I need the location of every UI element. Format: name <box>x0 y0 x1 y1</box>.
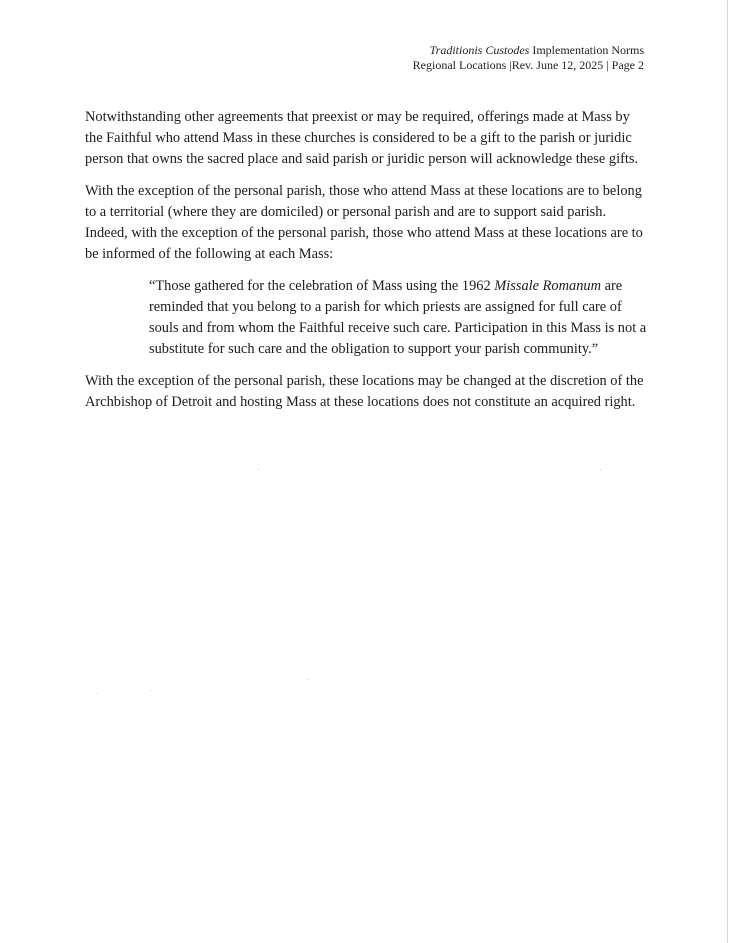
document-body <box>85 107 650 424</box>
header-title-italic: Traditionis Custodes <box>429 43 530 57</box>
scan-speck <box>97 693 98 694</box>
scan-speck <box>307 679 308 680</box>
scan-speck <box>600 469 601 470</box>
paragraph-location-changes: With the exception of the personal parish, these locations may be changed at the discretion of the Archbishop of Detroit and hosting Mass at these locations does not constitute an acquired right. <box>85 373 644 410</box>
header-title-rest: Implementation Norms <box>529 43 644 57</box>
block-quote <box>149 276 650 360</box>
quote-start: “Those gathered for the celebration of Mass using the 1962 <box>149 278 495 294</box>
quote-end: are reminded that you belong to a parish for which priests are assigned for full care of souls and from whom the Faithful receive such care. Participation in this Mass is not a substitute for such care and the obligation to support your parish community.” <box>149 278 647 357</box>
page-edge-line <box>727 0 728 943</box>
scan-speck <box>150 690 151 691</box>
header-revision: Regional Locations |Rev. June 12, 2025 | Page 2 <box>412 58 644 72</box>
scan-speck <box>258 469 259 470</box>
paragraph-offerings: Notwithstanding other agreements that preexist or may be required, offerings made at Mass by the Faithful who attend Mass in these churches is considered to be a gift to the parish or juridic person that owns the sacred place and said parish or juridic person will acknowledge these gifts. <box>85 109 639 167</box>
paragraph-parish-membership: With the exception of the personal parish, those who attend Mass at these locations are to belong to a territorial (where they are domiciled) or personal parish and are to support said parish. Indeed, with the exception of the personal parish, those who attend Mass at these locations are to be informed of the following at each Mass: <box>85 183 643 262</box>
quote-italic-title: Missale Romanum <box>494 278 602 294</box>
page-header <box>413 43 644 73</box>
header-title <box>413 43 644 58</box>
